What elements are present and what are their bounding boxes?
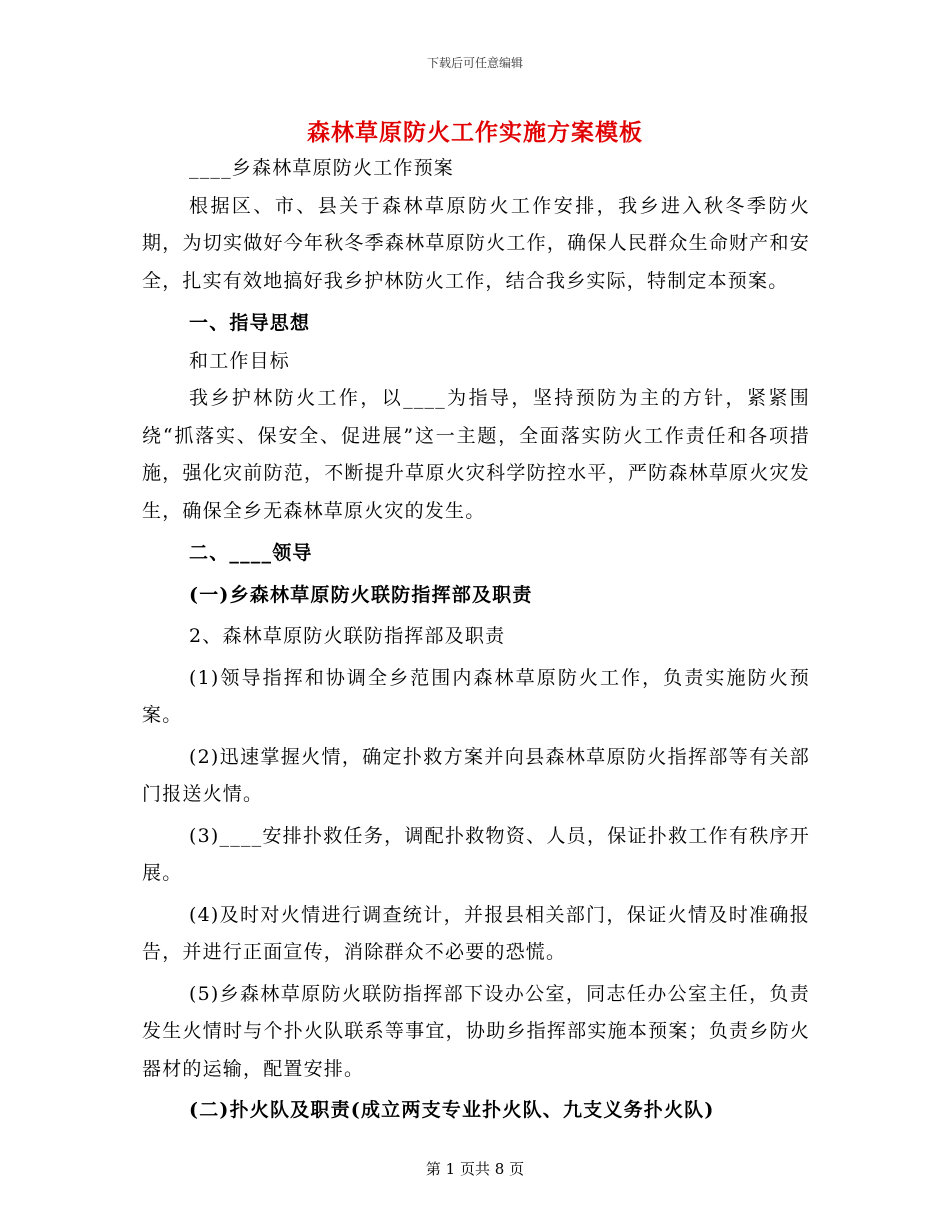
document-title: 森林草原防火工作实施方案模板 [307,119,643,146]
section-heading-1: 一、指导思想 [189,312,311,334]
section-heading-2: 二、____领导 [189,542,313,564]
section-heading-1-continued: 和工作目标 [189,349,291,372]
duty-item-4: (4)及时对火情进行调查统计，并报县相关部门，保证火情及时准确报告，并进行正面宣传，消除群众不必要的恐慌。 [142,903,810,963]
preamble-heading: ____乡森林草原防火工作预案 [189,157,455,179]
header-note: 下载后可任意编辑 [426,56,523,70]
page-footer: 第 1 页共 8 页 [425,1160,525,1178]
intro-paragraph: 根据区、市、县关于森林草原防火工作安排，我乡进入秋冬季防火期，为切实做好今年秋冬季森林草原防火工作，确保人民群众生命财产和安全，扎实有效地搞好我乡护林防火工作，结合我乡实际，特制定本预案。 [142,194,810,292]
duty-item-3: (3)____安排扑救任务，调配扑救物资、人员，保证扑救工作有秩序开展。 [142,824,810,884]
subsection-heading-2: (二)扑火队及职责(成立两支专业扑火队、九支义务扑火队) [189,1099,715,1121]
duty-item-5: (5)乡森林草原防火联防指挥部下设办公室，同志任办公室主任，负责发生火情时与个扑火队联系等事宜，协助乡指挥部实施本预案；负责乡防火器材的运输，配置安排。 [142,982,810,1080]
duty-item-1: (1)领导指挥和协调全乡范围内森林草原防火工作，负责实施防火预案。 [142,666,810,726]
guiding-paragraph: 我乡护林防火工作，以____为指导，坚持预防为主的方针，紧紧围绕“抓落实、保安全、促进展”这一主题，全面落实防火工作责任和各项措施，强化灾前防范，不断提升草原火灾科学防控水平，严防森林草原火灾发生，确保全乡无森林草原火灾的发生。 [142,387,810,522]
document-body [142,150,810,1130]
subsection-item-2: 2、森林草原防火联防指挥部及职责 [189,625,506,647]
subsection-heading-1: (一)乡森林草原防火联防指挥部及职责 [189,583,533,606]
duty-item-2: (2)迅速掌握火情，确定扑救方案并向县森林草原防火指挥部等有关部门报送火情。 [142,745,810,805]
